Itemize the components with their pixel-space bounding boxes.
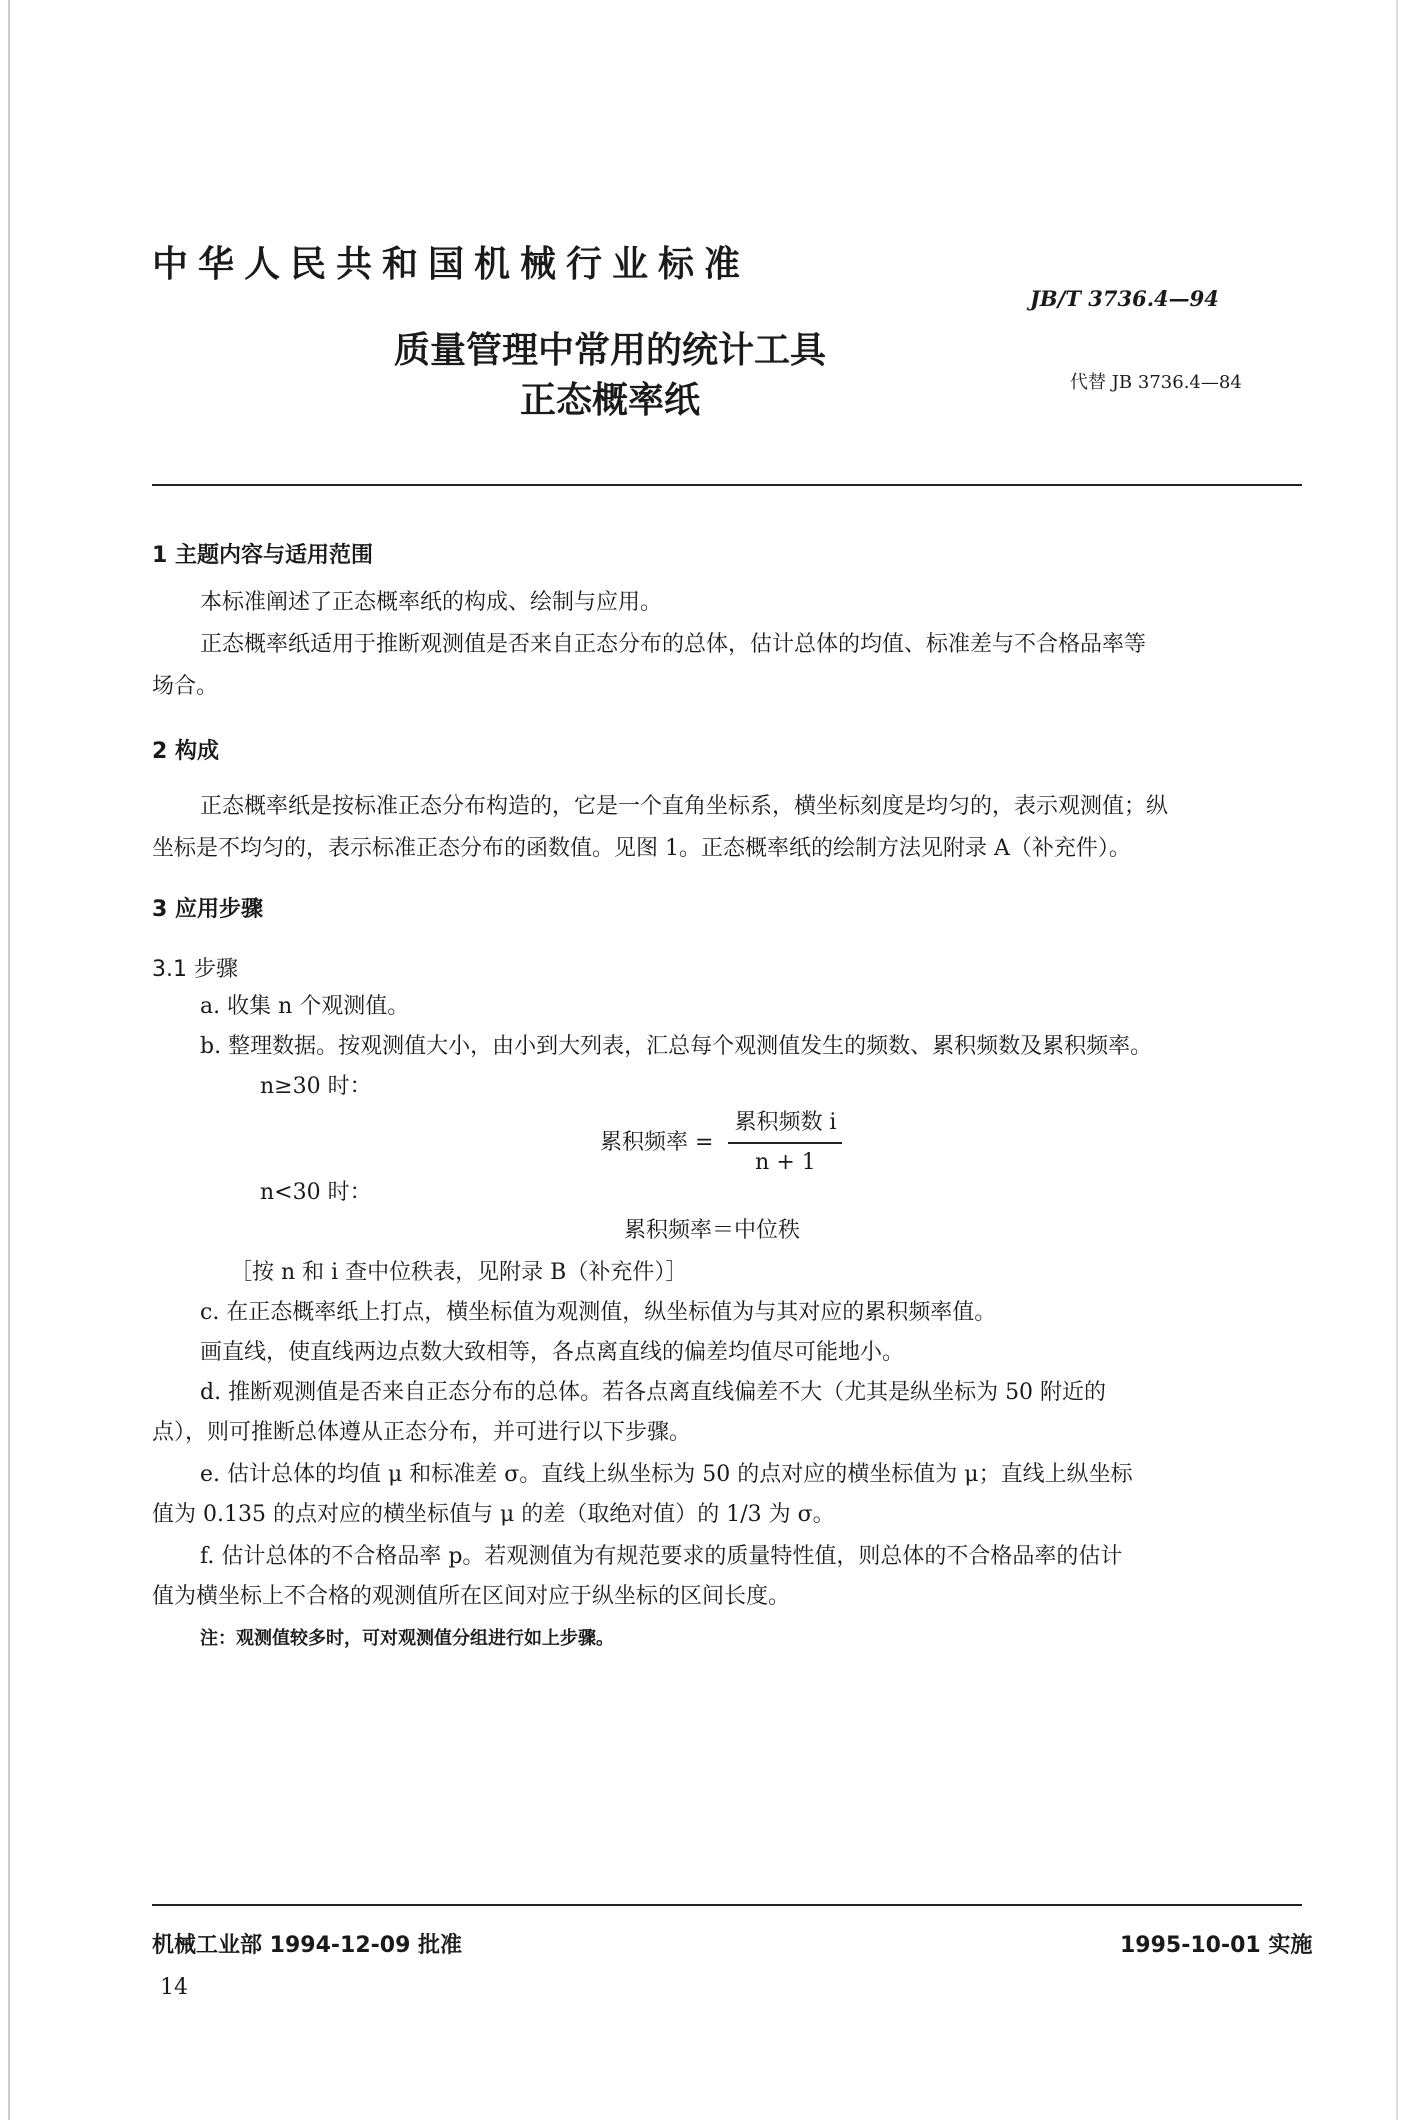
- section-2-para-1a: 正态概率纸是按标准正态分布构造的，它是一个直角坐标系，横坐标刻度是均匀的，表示观测值；纵: [200, 794, 1169, 819]
- title-line-1: 质量管理中常用的统计工具: [393, 330, 826, 371]
- step-e-line-2: 值为 0.135 的点对应的横坐标值与 μ 的差（取绝对值）的 1/3 为 σ。: [152, 1502, 835, 1527]
- section-1-para-2a: 正态概率纸适用于推断观测值是否来自正态分布的总体，估计总体的均值、标准差与不合格品率等: [200, 632, 1147, 657]
- step-b: b. 整理数据。按观测值大小，由小到大列表，汇总每个观测值发生的频数、累积频数及累积频率。: [200, 1034, 1153, 1059]
- section-1-para-1: 本标准阐述了正态概率纸的构成、绘制与应用。: [200, 590, 663, 615]
- formula-1-lhs: 累积频率 =: [600, 1130, 714, 1155]
- step-c-line-1: c. 在正态概率纸上打点，横坐标值为观测值，纵坐标值为与其对应的累积频率值。: [200, 1300, 997, 1325]
- step-f-line-1: f. 估计总体的不合格品率 p。若观测值为有规范要求的质量特性值，则总体的不合格品率的估计: [200, 1544, 1123, 1569]
- formula-median-rank: 累积频率＝中位秩: [624, 1218, 801, 1243]
- step-c-line-2: 画直线，使直线两边点数大致相等，各点离直线的偏差均值尽可能地小。: [200, 1340, 905, 1365]
- scan-edge-left: [8, 0, 10, 2120]
- note: 注：观测值较多时，可对观测值分组进行如上步骤。: [200, 1628, 614, 1649]
- header-rule: [152, 484, 1302, 486]
- replaces-note: 代替 JB 3736.4—84: [1070, 372, 1242, 393]
- section-2-para-1b: 坐标是不均匀的，表示标准正态分布的函数值。见图 1。正态概率纸的绘制方法见附录 A（补充件）。: [152, 836, 1131, 861]
- industry-standard-header: 中华人民共和国机械行业标准: [152, 244, 751, 285]
- step-d-line-2: 点），则可推断总体遵从正态分布，并可进行以下步骤。: [152, 1420, 692, 1445]
- step-a: a. 收集 n 个观测值。: [200, 994, 410, 1019]
- section-3-1-heading: 3.1 步骤: [152, 957, 238, 982]
- condition-n-ge-30: n≥30 时：: [260, 1074, 372, 1099]
- section-1-para-2b: 场合。: [152, 674, 219, 699]
- standard-code: JB/T 3736.4—94: [1030, 286, 1219, 311]
- title-line-2: 正态概率纸: [519, 380, 700, 421]
- scan-edge-right: [1396, 0, 1398, 2120]
- formula-1-numerator: 累积频数 i: [728, 1106, 842, 1144]
- condition-n-lt-30: n<30 时：: [260, 1180, 372, 1205]
- step-f-line-2: 值为横坐标上不合格的观测值所在区间对应于纵坐标的区间长度。: [152, 1584, 791, 1609]
- formula-1-denominator: n + 1: [755, 1150, 816, 1175]
- section-3-heading: 3 应用步骤: [152, 897, 263, 922]
- formula-1-fraction: [728, 1106, 842, 1180]
- document-title: [300, 326, 920, 426]
- step-e-line-1: e. 估计总体的均值 μ 和标准差 σ。直线上纵坐标为 50 的点对应的横坐标值为 μ；直线上纵坐标: [200, 1462, 1133, 1487]
- section-2-heading: 2 构成: [152, 739, 219, 764]
- footer-rule: [152, 1904, 1302, 1906]
- median-rank-lookup-note: ［按 n 和 i 查中位秩表，见附录 B（补充件）］: [230, 1260, 688, 1285]
- section-1-heading: 1 主题内容与适用范围: [152, 543, 373, 568]
- page-number: 14: [160, 1975, 188, 2000]
- step-d-line-1: d. 推断观测值是否来自正态分布的总体。若各点离直线偏差不大（尤其是纵坐标为 50 附近的: [200, 1380, 1107, 1405]
- effective-date: 1995-10-01 实施: [1120, 1933, 1313, 1958]
- formula-cumulative-frequency: [600, 1106, 842, 1180]
- approval-date: 机械工业部 1994-12-09 批准: [152, 1933, 463, 1958]
